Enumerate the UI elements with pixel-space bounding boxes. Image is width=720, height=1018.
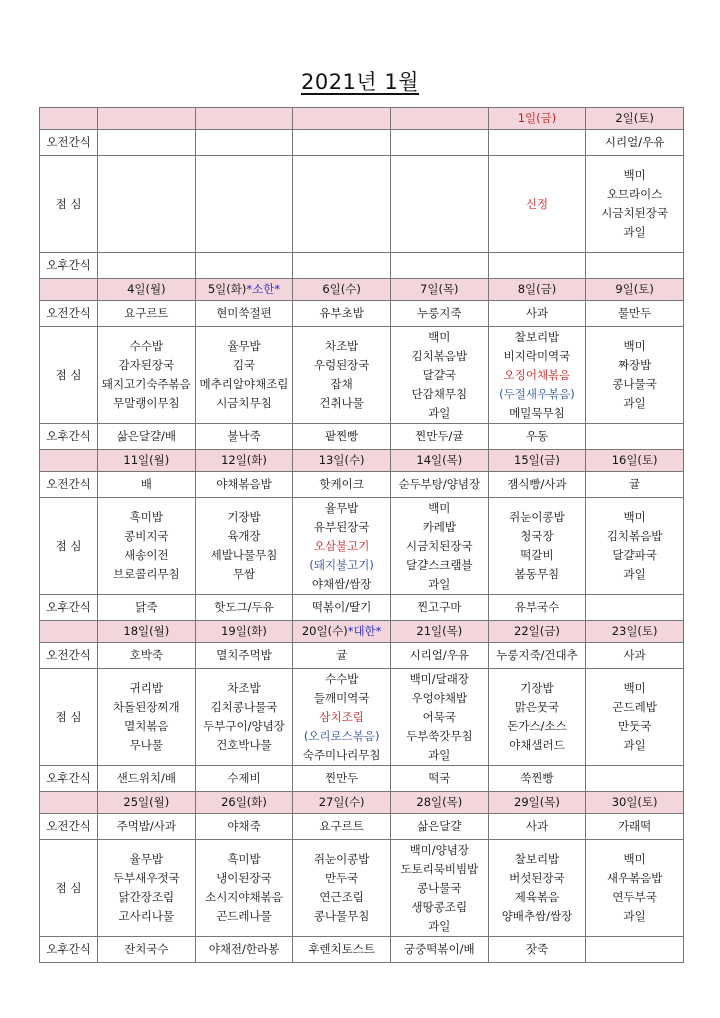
lunch-item: 달걀파국 — [612, 548, 657, 562]
lunch-item: 콩나물국 — [612, 377, 657, 391]
date-row-label — [40, 792, 98, 814]
lunch-item: 단감채무침 — [411, 386, 468, 401]
date-text: 6일(수) — [322, 282, 361, 296]
lunch-item: 오므라이스 — [606, 187, 663, 201]
lunch-item: 돈가스/소스 — [507, 719, 567, 733]
date-cell — [488, 279, 586, 301]
lunch-item: 흑미밥 — [129, 510, 163, 524]
lunch-cell — [195, 156, 293, 253]
afternoon-snack-row — [40, 253, 684, 279]
date-text: 29일(목) — [514, 795, 560, 809]
morning-snack-label: 오전간식 — [40, 814, 98, 840]
morning-snack-cell — [390, 130, 488, 156]
lunch-item: 감자된장국 — [118, 358, 175, 372]
lunch-item: 우렁된장국 — [313, 358, 370, 372]
date-text: 20일(수) — [301, 624, 348, 638]
lunch-row — [40, 840, 684, 937]
lunch-item: (두절새우볶음) — [499, 386, 575, 401]
lunch-item: 귀리밥 — [129, 681, 163, 695]
date-cell — [195, 450, 293, 472]
date-cell — [586, 621, 684, 643]
afternoon-snack-cell — [586, 253, 684, 279]
afternoon-snack-label: 오후간식 — [40, 595, 98, 621]
lunch-cell — [195, 498, 293, 595]
lunch-item: 연근조림 — [319, 890, 364, 904]
afternoon-snack-cell: 떡볶이/딸기 — [293, 595, 391, 621]
date-row-label — [40, 108, 98, 130]
afternoon-snack-cell — [586, 937, 684, 963]
afternoon-snack-row — [40, 937, 684, 963]
afternoon-snack-row — [40, 595, 684, 621]
lunch-item: 과일 — [623, 567, 646, 581]
date-note: *대한* — [347, 624, 382, 638]
lunch-item: 곤드레밥 — [612, 700, 657, 714]
afternoon-snack-cell: 샌드위치/배 — [98, 766, 196, 792]
lunch-cell — [195, 669, 293, 766]
lunch-item: 기장밥 — [520, 681, 554, 695]
lunch-cell — [488, 327, 586, 424]
lunch-label: 점 심 — [40, 327, 98, 424]
lunch-cell — [98, 156, 196, 253]
morning-snack-cell: 잼식빵/사과 — [488, 472, 586, 498]
lunch-item: 백미 — [623, 681, 646, 695]
date-cell — [390, 621, 488, 643]
date-text: 8일(금) — [517, 282, 557, 296]
lunch-item: 과일 — [623, 909, 646, 923]
afternoon-snack-cell — [195, 253, 293, 279]
lunch-cell — [293, 156, 391, 253]
lunch-item: 야채쌈/쌈장 — [311, 576, 372, 591]
date-cell — [98, 108, 196, 130]
date-cell — [98, 279, 196, 301]
afternoon-snack-cell: 후렌치토스트 — [293, 937, 391, 963]
lunch-item: 양배추쌈/쌈장 — [501, 909, 573, 923]
lunch-cell — [195, 840, 293, 937]
lunch-item: 닭간장조림 — [118, 890, 175, 904]
lunch-cell — [488, 669, 586, 766]
date-cell — [586, 792, 684, 814]
date-text: 2일(토) — [615, 111, 654, 125]
lunch-item: 무나물 — [129, 738, 163, 752]
date-text: 18일(월) — [123, 624, 170, 638]
lunch-item: 수수밥 — [129, 339, 163, 353]
lunch-cell — [293, 840, 391, 937]
lunch-item: 백미/달래장 — [409, 671, 469, 686]
date-text: 9일(토) — [615, 282, 654, 296]
lunch-item: 제육볶음 — [514, 890, 560, 904]
afternoon-snack-cell: 궁중떡볶이/배 — [390, 937, 488, 963]
morning-snack-cell: 야채죽 — [195, 814, 293, 840]
lunch-item: 달걀국 — [422, 367, 456, 382]
afternoon-snack-cell: 잣죽 — [488, 937, 586, 963]
morning-snack-cell: 물만두 — [586, 301, 684, 327]
lunch-item: 백미 — [623, 510, 646, 524]
lunch-item: 만두국 — [324, 871, 359, 885]
lunch-item: 새우볶음밥 — [606, 871, 663, 885]
afternoon-snack-cell: 떡국 — [390, 766, 488, 792]
lunch-item: 생땅콩조림 — [411, 899, 468, 914]
morning-snack-cell: 사과 — [488, 814, 586, 840]
afternoon-snack-cell: 쑥찐빵 — [488, 766, 586, 792]
lunch-item: 육개장 — [227, 529, 261, 543]
lunch-cell — [98, 669, 196, 766]
lunch-item: 새송이전 — [124, 548, 169, 562]
afternoon-snack-cell — [98, 253, 196, 279]
afternoon-snack-cell: 닭죽 — [98, 595, 196, 621]
lunch-cell — [586, 327, 684, 424]
date-cell — [293, 108, 391, 130]
morning-snack-cell: 주먹밥/사과 — [98, 814, 196, 840]
lunch-item: 콩나물무침 — [313, 909, 370, 923]
lunch-item: 과일 — [428, 576, 451, 591]
lunch-item: 백미 — [623, 852, 646, 866]
lunch-item: (돼지불고기) — [309, 557, 374, 572]
date-row — [40, 792, 684, 814]
lunch-item: 백미 — [428, 329, 451, 344]
lunch-item: 시금치된장국 — [405, 538, 473, 553]
date-text: 30일(토) — [611, 795, 658, 809]
lunch-item: 율무밥 — [324, 500, 359, 515]
afternoon-snack-row — [40, 766, 684, 792]
lunch-item: 들깨미역국 — [313, 690, 370, 705]
date-cell — [195, 621, 293, 643]
morning-snack-cell: 유부초밥 — [293, 301, 391, 327]
date-cell — [390, 279, 488, 301]
lunch-item: 소시지야채볶음 — [205, 890, 283, 904]
date-text: 27일(수) — [318, 795, 365, 809]
morning-snack-cell: 순두부탕/양념장 — [390, 472, 488, 498]
lunch-cell — [390, 840, 488, 937]
lunch-item: 두부새우젓국 — [113, 871, 180, 885]
date-text: 1일(금) — [517, 111, 557, 125]
lunch-cell — [488, 840, 586, 937]
lunch-item: 봄동무침 — [514, 567, 560, 581]
morning-snack-cell — [293, 130, 391, 156]
lunch-item: 과일 — [428, 405, 451, 420]
afternoon-snack-label: 오후간식 — [40, 424, 98, 450]
lunch-item: 콩나물국 — [417, 880, 462, 895]
lunch-item: 메추리알야채조림 — [199, 377, 289, 391]
lunch-item: 곤드레나물 — [216, 909, 272, 923]
afternoon-snack-cell: 잔치국수 — [98, 937, 196, 963]
lunch-cell — [390, 327, 488, 424]
lunch-item: 버섯된장국 — [509, 871, 565, 885]
date-text: 22일(금) — [514, 624, 560, 638]
morning-snack-cell: 시리얼/우유 — [390, 643, 488, 669]
lunch-cell — [390, 669, 488, 766]
date-cell — [488, 450, 586, 472]
afternoon-snack-cell: 야채전/한라봉 — [195, 937, 293, 963]
morning-snack-row — [40, 814, 684, 840]
date-cell — [586, 279, 684, 301]
lunch-item: 짜장밥 — [617, 358, 652, 372]
date-cell — [293, 621, 391, 643]
morning-snack-row — [40, 301, 684, 327]
afternoon-snack-cell: 팥찐빵 — [293, 424, 391, 450]
lunch-item: 멸치볶음 — [124, 719, 169, 733]
morning-snack-cell: 귤 — [293, 643, 391, 669]
lunch-cell — [98, 840, 196, 937]
morning-snack-cell: 요구르트 — [293, 814, 391, 840]
date-row-label — [40, 450, 98, 472]
lunch-item: 달걀스크램블 — [405, 557, 473, 572]
afternoon-snack-cell: 우동 — [488, 424, 586, 450]
date-row — [40, 108, 684, 130]
lunch-item: 흑미밥 — [227, 852, 261, 866]
date-cell — [293, 450, 391, 472]
afternoon-snack-cell: 삶은달걀/배 — [98, 424, 196, 450]
lunch-item: 청국장 — [520, 529, 554, 543]
date-text: 14일(목) — [416, 453, 463, 467]
lunch-cell — [293, 327, 391, 424]
morning-snack-label: 오전간식 — [40, 130, 98, 156]
morning-snack-cell: 누룽지죽 — [390, 301, 488, 327]
date-cell — [586, 450, 684, 472]
morning-snack-cell: 야채볶음밥 — [195, 472, 293, 498]
lunch-item: 백미 — [428, 500, 451, 515]
lunch-item: 찰보리밥 — [514, 329, 560, 344]
lunch-item: 차돌된장찌개 — [113, 700, 180, 714]
afternoon-snack-cell — [586, 424, 684, 450]
lunch-item: 기장밥 — [227, 510, 261, 524]
date-cell — [195, 108, 293, 130]
lunch-cell — [586, 840, 684, 937]
lunch-item: (오리로스볶음) — [303, 728, 380, 743]
date-cell — [195, 792, 293, 814]
morning-snack-cell: 사과 — [586, 643, 684, 669]
lunch-cell — [98, 327, 196, 424]
date-note: *소한* — [246, 282, 281, 296]
lunch-item: 돼지고기숙주볶음 — [101, 377, 191, 391]
morning-snack-cell: 현미쑥절편 — [195, 301, 293, 327]
morning-snack-cell: 사과 — [488, 301, 586, 327]
lunch-label: 점 심 — [40, 669, 98, 766]
afternoon-snack-cell: 수제비 — [195, 766, 293, 792]
lunch-item: 신정 — [525, 196, 549, 211]
date-text: 26일(화) — [221, 795, 267, 809]
afternoon-snack-row — [40, 424, 684, 450]
lunch-item: 백미/양념장 — [409, 842, 469, 857]
lunch-cell — [586, 156, 684, 253]
date-cell — [488, 621, 586, 643]
lunch-cell — [98, 498, 196, 595]
lunch-cell — [293, 498, 391, 595]
lunch-item: 고사리나물 — [118, 909, 175, 923]
afternoon-snack-cell — [390, 253, 488, 279]
date-text: 15일(금) — [514, 453, 560, 467]
date-text: 16일(토) — [611, 453, 658, 467]
afternoon-snack-label: 오후간식 — [40, 253, 98, 279]
lunch-label: 점 심 — [40, 498, 98, 595]
lunch-item: 세발나물무침 — [210, 548, 278, 562]
lunch-item: 유부된장국 — [313, 519, 370, 534]
morning-snack-cell — [488, 130, 586, 156]
date-cell — [293, 279, 391, 301]
lunch-item: 백미 — [623, 168, 646, 182]
lunch-item: 비지락미역국 — [503, 348, 571, 363]
lunch-item: 오징어채볶음 — [503, 367, 571, 382]
lunch-item: 과일 — [623, 738, 646, 752]
lunch-item: 과일 — [623, 225, 646, 239]
date-cell — [390, 450, 488, 472]
lunch-item: 김치볶음밥 — [411, 348, 468, 363]
morning-snack-label: 오전간식 — [40, 643, 98, 669]
lunch-item: 어묵국 — [422, 709, 456, 724]
lunch-item: 브로콜리무침 — [113, 567, 180, 581]
date-row-label — [40, 621, 98, 643]
lunch-item: 냉이된장국 — [216, 871, 272, 885]
morning-snack-label: 오전간식 — [40, 472, 98, 498]
lunch-item: 차조밥 — [324, 339, 359, 353]
date-cell — [586, 108, 684, 130]
lunch-cell — [488, 498, 586, 595]
lunch-item: 김국 — [232, 358, 256, 372]
morning-snack-row — [40, 472, 684, 498]
lunch-row — [40, 669, 684, 766]
morning-snack-cell — [195, 130, 293, 156]
morning-snack-row — [40, 643, 684, 669]
lunch-cell — [586, 669, 684, 766]
afternoon-snack-cell: 찐고구마 — [390, 595, 488, 621]
page-title: 2021년 1월 — [300, 70, 420, 94]
afternoon-snack-cell — [586, 766, 684, 792]
lunch-item: 수수밥 — [324, 671, 359, 686]
date-text: 7일(목) — [420, 282, 459, 296]
date-text: 25일(월) — [123, 795, 170, 809]
lunch-item: 무말랭이무침 — [113, 396, 180, 410]
date-cell — [390, 108, 488, 130]
afternoon-snack-label: 오후간식 — [40, 937, 98, 963]
date-text: 12일(화) — [221, 453, 267, 467]
afternoon-snack-cell — [488, 253, 586, 279]
lunch-item: 연두부국 — [612, 890, 657, 904]
morning-snack-cell: 가래떡 — [586, 814, 684, 840]
date-text: 5일(화) — [207, 282, 247, 296]
lunch-item: 시금치된장국 — [601, 206, 668, 220]
date-cell — [98, 621, 196, 643]
lunch-cell — [195, 327, 293, 424]
date-cell — [195, 279, 293, 301]
lunch-item: 과일 — [428, 918, 451, 933]
afternoon-snack-cell: 찐만두/귤 — [390, 424, 488, 450]
date-row-label — [40, 279, 98, 301]
morning-snack-cell: 요구르트 — [98, 301, 196, 327]
lunch-cell — [390, 498, 488, 595]
afternoon-snack-label: 오후간식 — [40, 766, 98, 792]
morning-snack-cell: 멸치주먹밥 — [195, 643, 293, 669]
lunch-label: 점 심 — [40, 840, 98, 937]
morning-snack-cell: 시리얼/우유 — [586, 130, 684, 156]
date-text: 28일(목) — [416, 795, 463, 809]
afternoon-snack-cell: 유부국수 — [488, 595, 586, 621]
morning-snack-cell — [98, 130, 196, 156]
date-cell — [488, 792, 586, 814]
lunch-item: 쥐눈이콩밥 — [313, 852, 370, 866]
date-row — [40, 450, 684, 472]
morning-snack-row — [40, 130, 684, 156]
lunch-row — [40, 156, 684, 253]
lunch-item: 백미 — [623, 339, 646, 353]
date-text: 11일(월) — [123, 453, 170, 467]
lunch-item: 율무밥 — [227, 339, 261, 353]
lunch-item: 두부쑥갓무침 — [405, 728, 473, 743]
lunch-item: 두부구이/양념장 — [203, 719, 285, 733]
morning-snack-cell: 배 — [98, 472, 196, 498]
lunch-label: 점 심 — [40, 156, 98, 253]
lunch-item: 율무밥 — [129, 852, 163, 866]
lunch-item: 카레밥 — [422, 519, 456, 534]
afternoon-snack-cell: 찐만두 — [293, 766, 391, 792]
lunch-item: 쥐눈이콩밥 — [509, 510, 565, 524]
lunch-cell — [293, 669, 391, 766]
date-cell — [488, 108, 586, 130]
morning-snack-label: 오전간식 — [40, 301, 98, 327]
date-text: 13일(수) — [318, 453, 365, 467]
date-text: 19일(화) — [221, 624, 267, 638]
date-cell — [98, 450, 196, 472]
date-cell — [98, 792, 196, 814]
date-text: 21일(목) — [416, 624, 463, 638]
lunch-item: 오삼불고기 — [313, 538, 370, 553]
lunch-item: 맑은뭇국 — [514, 700, 560, 714]
lunch-item: 건취나물 — [319, 396, 364, 410]
lunch-cell — [488, 156, 586, 253]
lunch-item: 과일 — [428, 747, 451, 762]
lunch-item: 메밀묵무침 — [509, 405, 565, 420]
lunch-item: 무쌈 — [232, 567, 256, 581]
lunch-item: 떡갈비 — [520, 548, 554, 562]
date-row — [40, 621, 684, 643]
lunch-item: 차조밥 — [227, 681, 261, 695]
lunch-item: 김치콩나물국 — [210, 700, 278, 714]
lunch-item: 건호박나물 — [216, 738, 272, 752]
lunch-item: 콩비지국 — [124, 529, 169, 543]
lunch-item: 숙주미나리무침 — [302, 747, 381, 762]
morning-snack-cell: 귤 — [586, 472, 684, 498]
meal-calendar-table — [39, 107, 684, 963]
morning-snack-cell: 삶은달걀 — [390, 814, 488, 840]
date-cell — [390, 792, 488, 814]
lunch-row — [40, 327, 684, 424]
morning-snack-cell: 누룽지죽/건대추 — [488, 643, 586, 669]
lunch-item: 만둣국 — [617, 719, 652, 733]
afternoon-snack-cell — [586, 595, 684, 621]
date-text: 4일(월) — [127, 282, 166, 296]
lunch-item: 야채샐러드 — [509, 738, 565, 752]
lunch-item: 과일 — [623, 396, 646, 410]
lunch-item: 삼치조림 — [319, 709, 364, 724]
lunch-cell — [390, 156, 488, 253]
lunch-item: 시금치무침 — [216, 396, 272, 410]
lunch-item: 잡채 — [330, 377, 353, 391]
morning-snack-cell: 핫케이크 — [293, 472, 391, 498]
lunch-item: 우엉야채밥 — [411, 690, 468, 705]
date-cell — [293, 792, 391, 814]
date-row — [40, 279, 684, 301]
date-text: 23일(토) — [611, 624, 658, 638]
lunch-item: 찰보리밥 — [514, 852, 560, 866]
lunch-item: 도토리묵비빔밥 — [400, 861, 479, 876]
afternoon-snack-cell — [293, 253, 391, 279]
lunch-item: 김치볶음밥 — [606, 529, 663, 543]
lunch-row — [40, 498, 684, 595]
lunch-cell — [586, 498, 684, 595]
morning-snack-cell: 호박죽 — [98, 643, 196, 669]
afternoon-snack-cell: 불낙죽 — [195, 424, 293, 450]
afternoon-snack-cell: 핫도그/두유 — [195, 595, 293, 621]
